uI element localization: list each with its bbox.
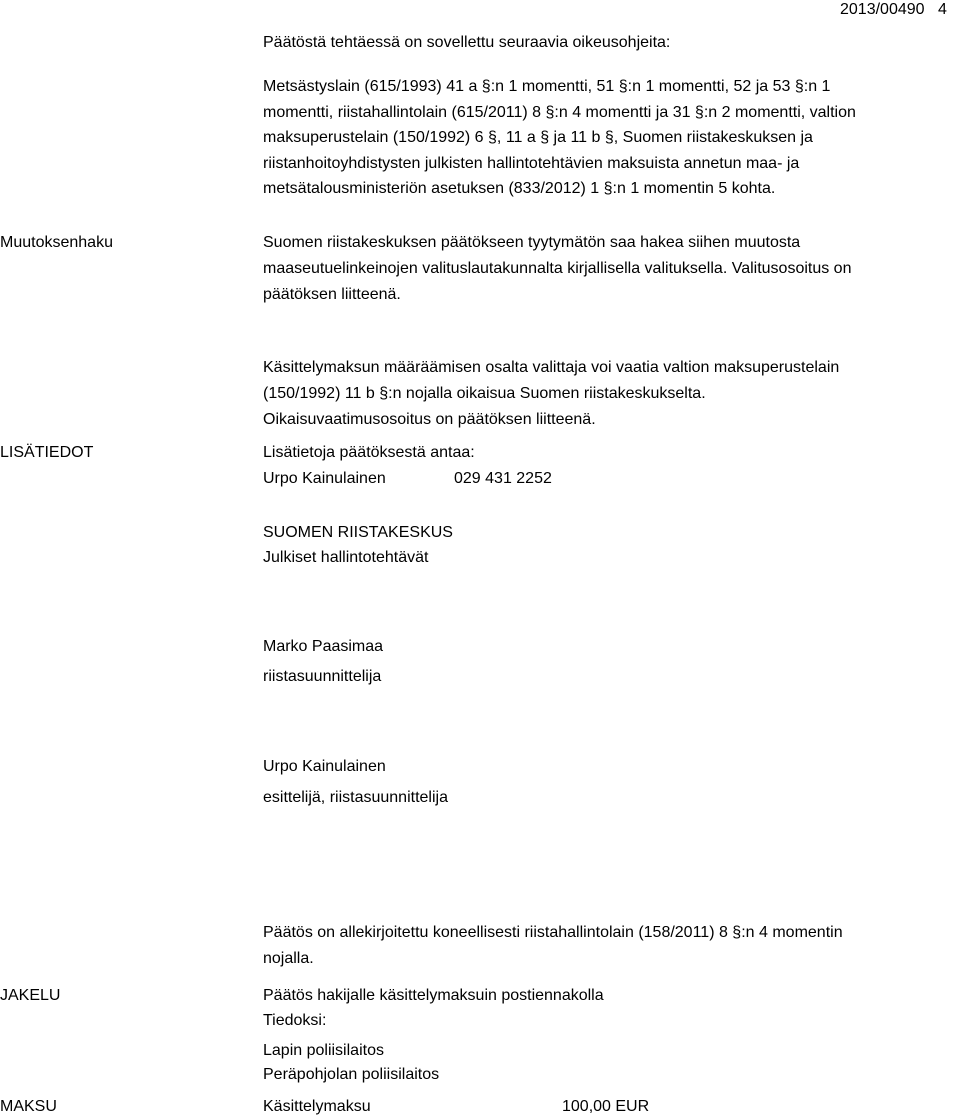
distribution-label: JAKELU [0,987,61,1004]
legal-basis-line: momentti, riistahallintolain (615/2011) 8 §:n 4 momentti ja 31 §:n 2 momentti, valtion [263,103,856,121]
electronic-signature-line: nojalla. [263,949,314,967]
organization-unit: Julkiset hallintotehtävät [263,549,429,566]
legal-basis-line: metsätalousministeriön asetuksen (833/2012) 1 §:n 1 momentin 5 kohta. [263,180,776,197]
electronic-signature-line: Päätös on allekirjoitettu koneellisesti riistahallintolain (158/2011) 8 §:n 4 momentin [263,924,843,941]
legal-basis-line: maksuperustelain (150/1992) 6 §, 11 a § ja 11 b §, Suomen riistakeskuksen ja [263,129,813,146]
legal-basis-line: Metsästyslain (615/1993) 41 a §:n 1 momentti, 51 §:n 1 momentti, 52 ja 53 §:n 1 [263,78,831,95]
legal-basis-line: riistanhoitoyhdistysten julkisten hallintotehtävien maksuista annetun maa- ja [263,154,800,172]
fee-appeal-paragraph [263,355,953,433]
signer2-title: esittelijä, riistasuunnittelija [263,789,448,806]
contact-name: Urpo Kainulainen [263,470,386,487]
fee-amount: 100,00 EUR [562,1098,650,1115]
page-number: 4 [938,1,947,18]
signer1-title: riistasuunnittelija [263,668,382,685]
contact-phone: 029 431 2252 [454,470,552,487]
appeal-line: maaseutuelinkeinojen valituslautakunnalta kirjallisella valituksella. Valitusosoitus on [263,260,852,277]
document-number: 2013/00490 [840,1,925,18]
fee-appeal-line: Käsittelymaksun määräämisen osalta valittaja voi vaatia valtion maksuperustelain [263,359,840,376]
more-info-label: LISÄTIEDOT [0,444,94,461]
distribution-line: Tiedoksi: [263,1012,327,1029]
appeal-line: Suomen riistakeskuksen päätökseen tyytymätön saa hakea siihen muutosta [263,234,801,251]
distribution-line: Päätös hakijalle käsittelymaksuin postiennakolla [263,987,604,1004]
intro-text: Päätöstä tehtäessä on sovellettu seuraavia oikeusohjeita: [263,34,671,51]
organization-name: SUOMEN RIISTAKESKUS [263,524,453,541]
appeal-label: Muutoksenhaku [0,234,113,251]
signer1-name: Marko Paasimaa [263,638,384,655]
electronic-signature-note [263,920,953,971]
fee-label: MAKSU [0,1098,57,1115]
fee-appeal-line: (150/1992) 11 b §:n nojalla oikaisua Suomen riistakeskukselta. [263,385,706,402]
legal-basis-paragraph [263,74,953,202]
appeal-line: päätöksen liitteenä. [263,286,401,303]
appeal-paragraph [263,230,953,308]
fee-item: Käsittelymaksu [263,1098,371,1115]
fee-appeal-line: Oikaisuvaatimusosoitus on päätöksen liitteenä. [263,411,596,428]
distribution-recipient: Peräpohjolan poliisilaitos [263,1066,440,1083]
signer2-name: Urpo Kainulainen [263,758,386,775]
distribution-recipient: Lapin poliisilaitos [263,1042,384,1059]
more-info-intro: Lisätietoja päätöksestä antaa: [263,444,475,461]
